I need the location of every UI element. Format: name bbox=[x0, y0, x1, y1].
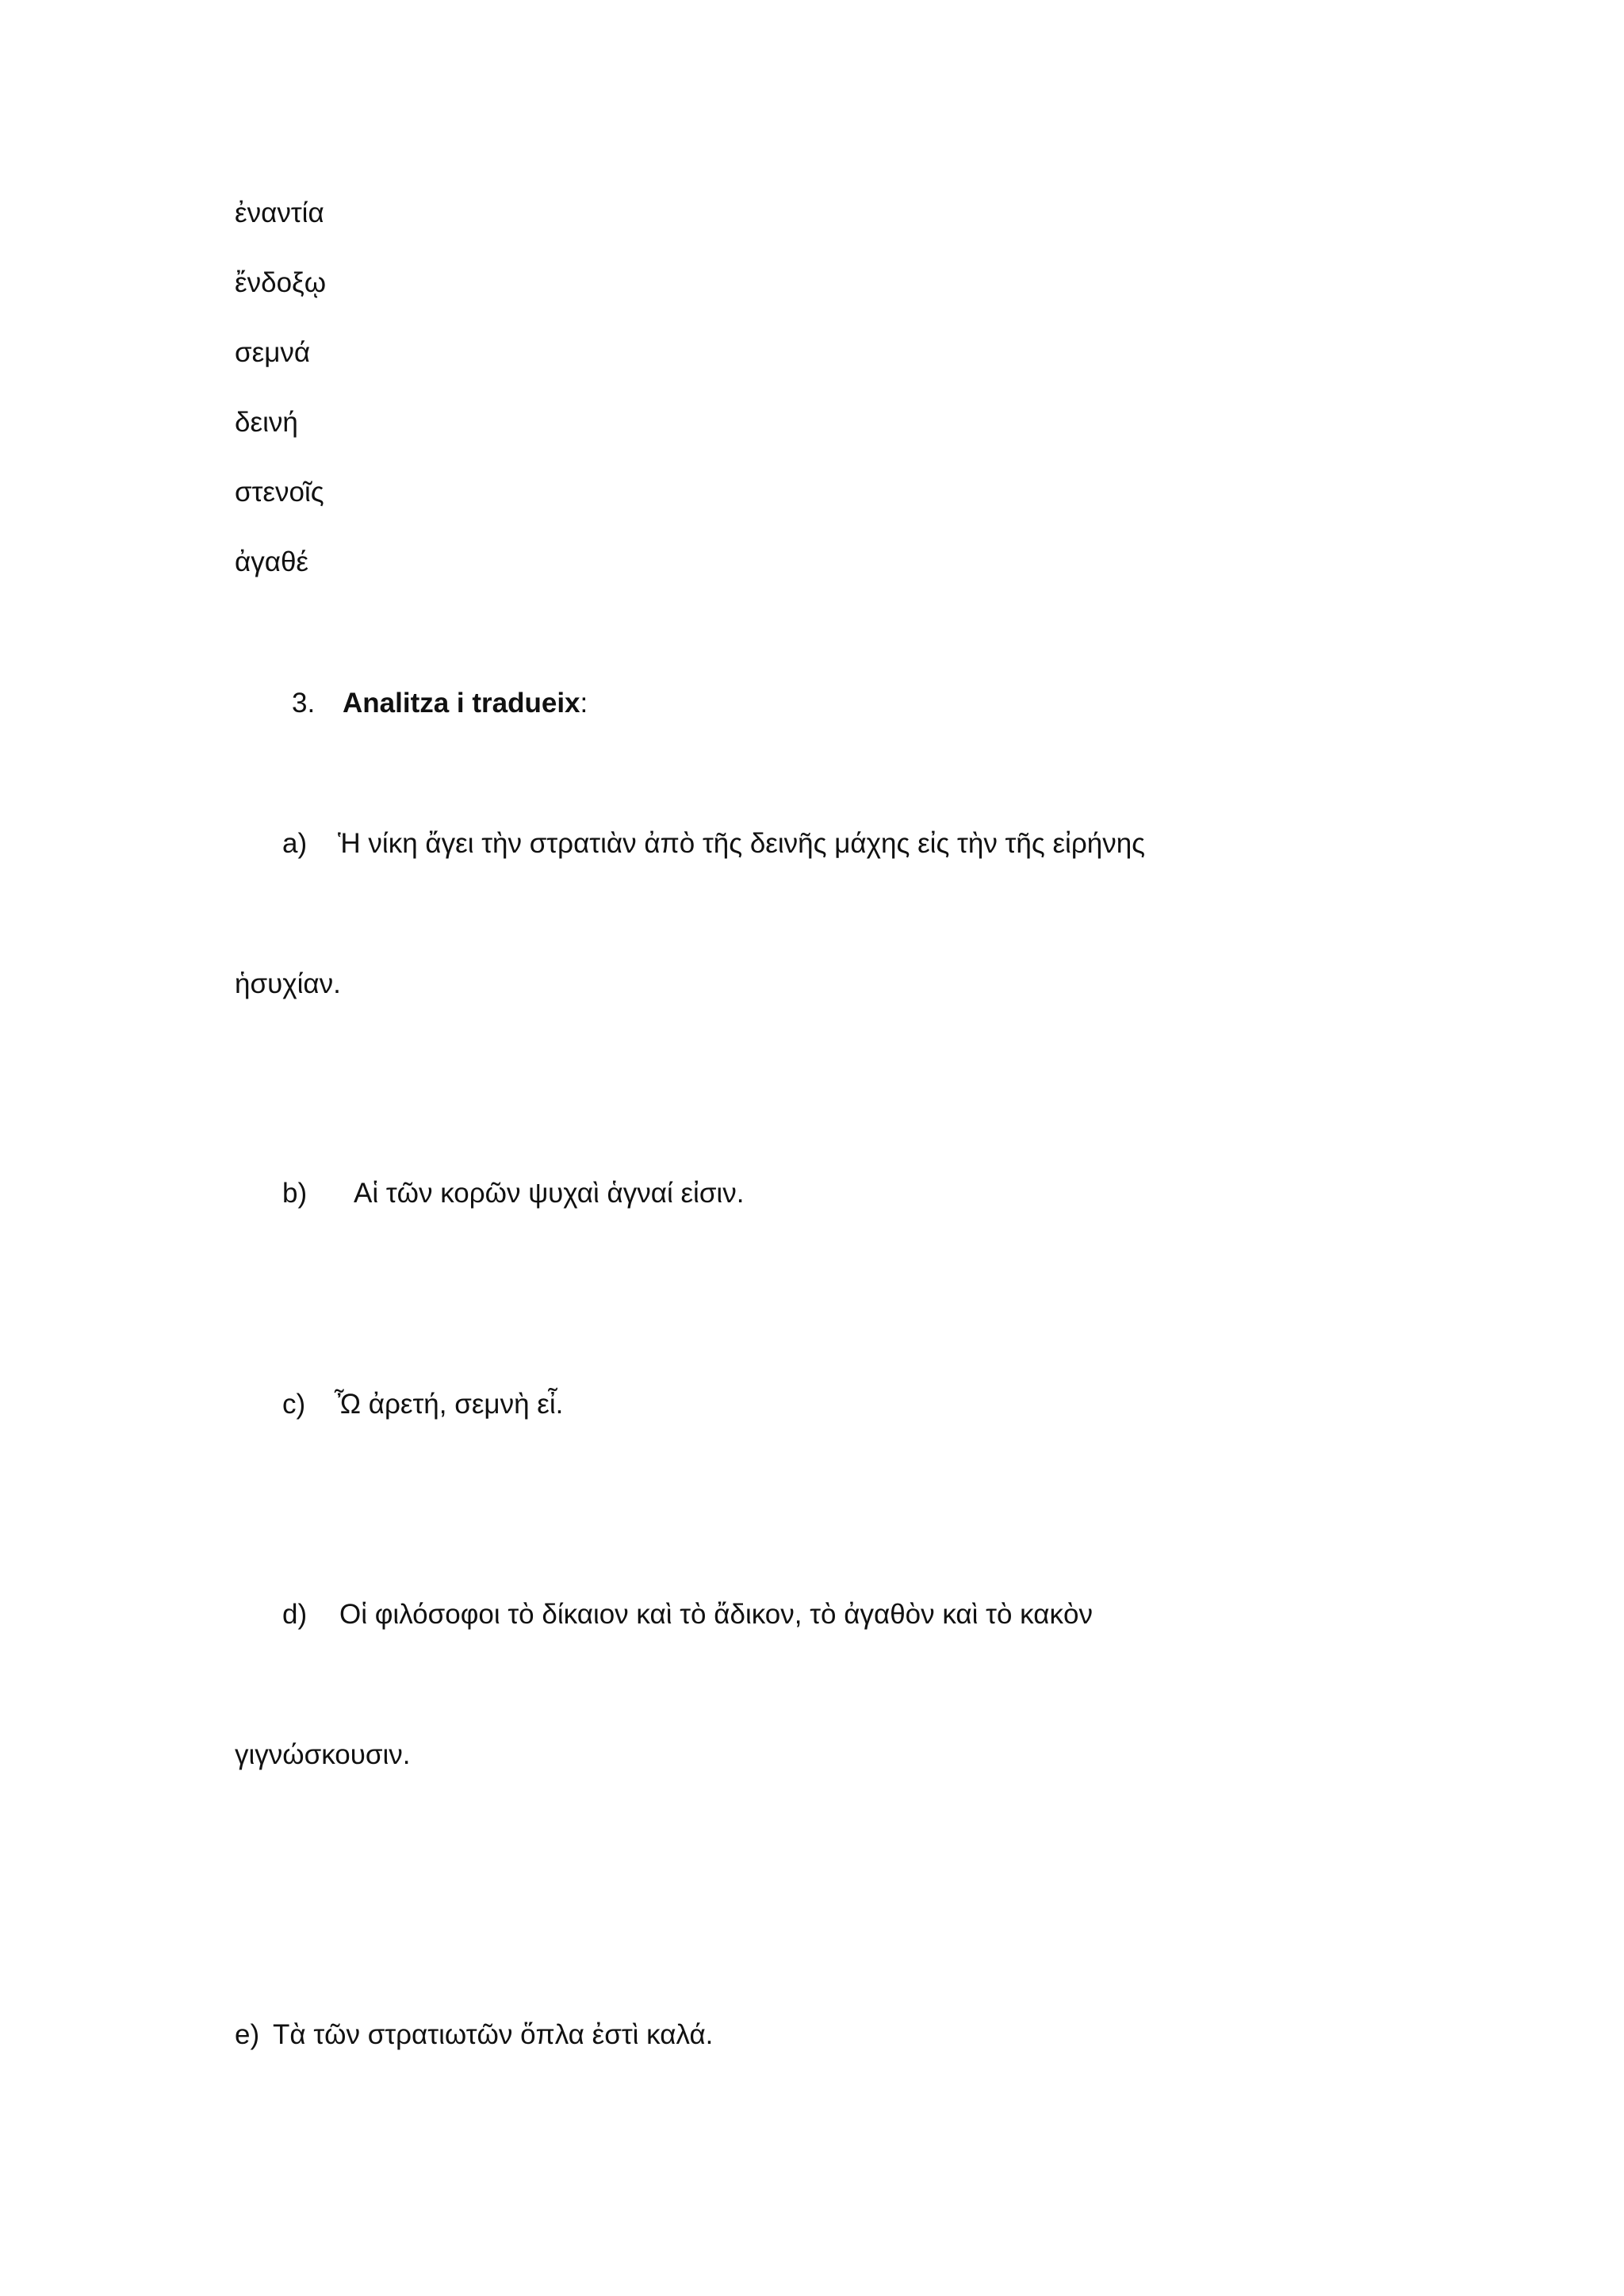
exercise-heading bbox=[292, 687, 588, 720]
sentence-text: Αἱ τῶν κορῶν ψυχαὶ ἁγναί εἰσιν. bbox=[354, 1178, 745, 1209]
word-list-item: σεμνά bbox=[235, 337, 311, 368]
exercise-number: 3. bbox=[292, 688, 316, 719]
word-list-item: ἀγαθέ bbox=[235, 546, 309, 577]
sentence-marker: c) bbox=[282, 1389, 306, 1420]
word-list-item: δεινή bbox=[235, 407, 298, 438]
word-list-item: στενοῖς bbox=[235, 477, 324, 508]
sentence-marker: e) bbox=[235, 2019, 260, 2050]
sentence-text: Οἱ φιλόσοφοι τὸ δίκαιον καὶ τὸ ἄδικον, τὸ ἀγαθὸν καὶ τὸ κακὸν bbox=[339, 1599, 1093, 1630]
sentence-d bbox=[282, 1598, 1093, 1631]
sentence-a bbox=[282, 827, 1145, 861]
sentence-text: Ὦ ἀρετή, σεμνὴ εἶ. bbox=[335, 1389, 564, 1420]
sentence-marker: a) bbox=[282, 828, 308, 859]
word-list-item: ἐναντία bbox=[235, 197, 324, 228]
sentence-marker: d) bbox=[282, 1599, 308, 1630]
sentence-a-continuation: ἡσυχίαν. bbox=[235, 968, 341, 999]
sentence-e bbox=[235, 2018, 713, 2052]
word-list-item: ἔνδοξῳ bbox=[235, 267, 327, 298]
sentence-text: Ἡ νίκη ἄγει τὴν στρατιὰν ἀπὸ τῆς δεινῆς μάχης εἰς τὴν τῆς εἰρήνης bbox=[338, 828, 1146, 859]
sentence-d-continuation: γιγνώσκουσιν. bbox=[235, 1739, 411, 1770]
sentence-b bbox=[282, 1177, 744, 1210]
sentence-text: Τὰ τῶν στρατιωτῶν ὅπλα ἐστὶ καλά. bbox=[273, 2019, 714, 2050]
sentence-marker: b) bbox=[282, 1178, 308, 1209]
exercise-title: Analitza i tradueix bbox=[343, 688, 580, 719]
sentence-c bbox=[282, 1388, 563, 1421]
exercise-colon: : bbox=[580, 688, 588, 719]
